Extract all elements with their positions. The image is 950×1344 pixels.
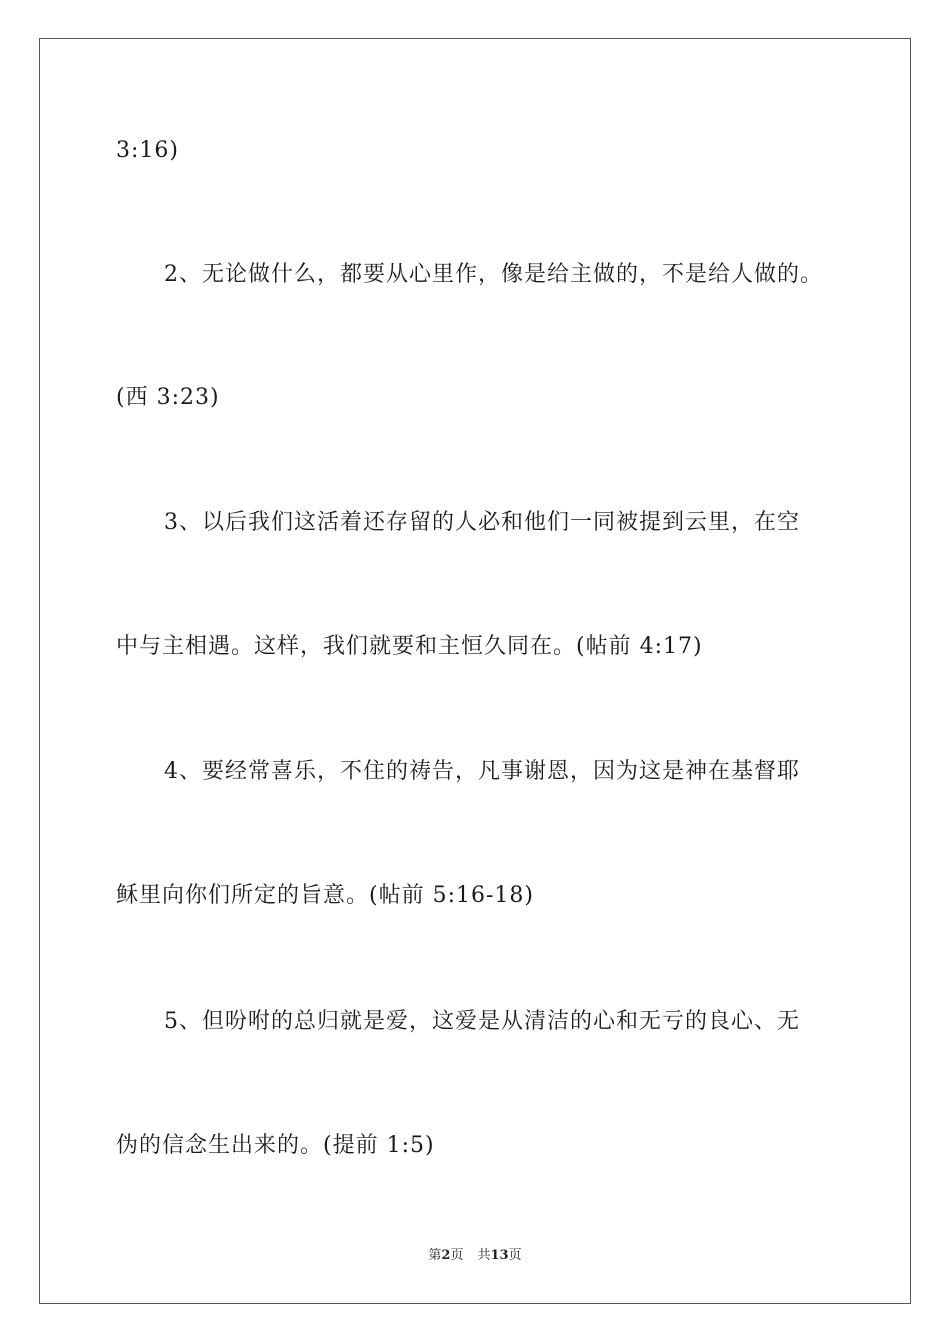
text-line-9: 伪的信念生出来的。(提前 1:5)	[116, 1133, 435, 1158]
page-footer	[0, 1247, 950, 1265]
page-frame	[39, 38, 911, 1304]
footer-page-suffix: 页	[450, 1248, 464, 1263]
text-line-8: 5、但吩咐的总归就是爱，这爱是从清洁的心和无亏的良心、无	[164, 1009, 800, 1034]
footer-total-suffix: 页	[508, 1248, 522, 1263]
footer-total-prefix: 共	[477, 1248, 491, 1263]
text-line-2: 2、无论做什么，都要从心里作，像是给主做的，不是给人做的。	[164, 262, 823, 287]
text-line-7: 稣里向你们所定的旨意。(帖前 5:16-18)	[116, 883, 534, 908]
footer-total-pages: 13	[490, 1248, 509, 1263]
text-line-6: 4、要经常喜乐，不住的祷告，凡事谢恩，因为这是神在基督耶	[164, 759, 800, 784]
text-line-1: 3:16)	[116, 138, 179, 163]
footer-page-prefix: 第	[428, 1248, 442, 1263]
text-line-4: 3、以后我们这活着还存留的人必和他们一同被提到云里，在空	[164, 510, 800, 535]
footer-page-number: 2	[441, 1248, 451, 1263]
text-line-3: (西 3:23)	[116, 385, 220, 410]
text-line-5: 中与主相遇。这样，我们就要和主恒久同在。(帖前 4:17)	[116, 634, 703, 659]
